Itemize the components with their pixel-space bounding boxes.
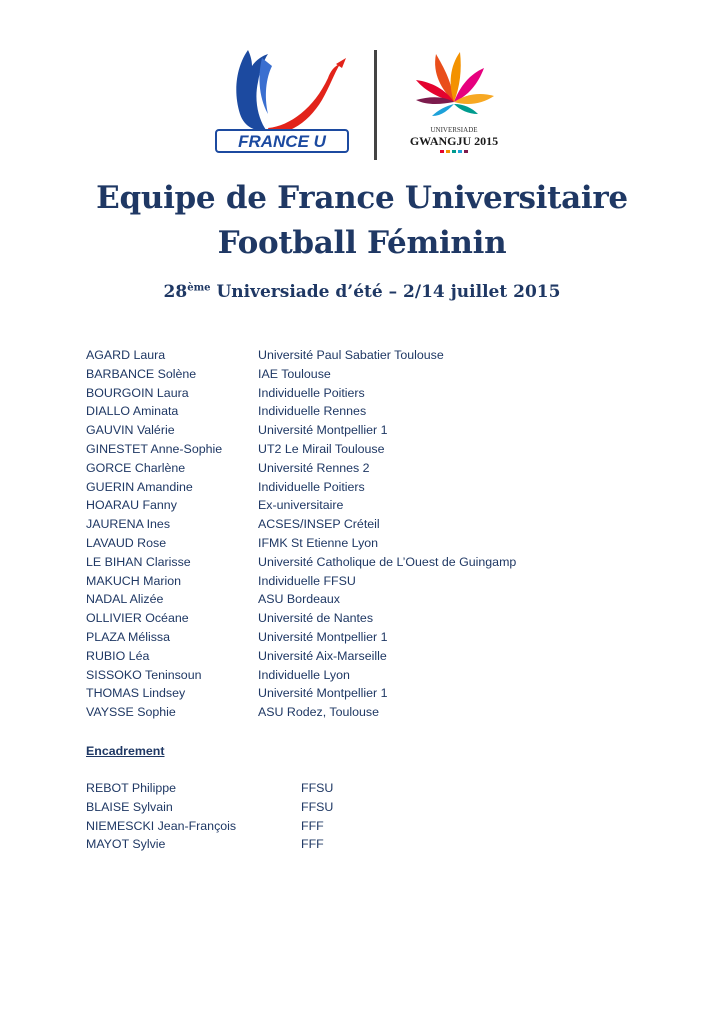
affiliation: Université Catholique de L’Ouest de Guingamp bbox=[258, 554, 517, 569]
player-row bbox=[86, 423, 646, 442]
person-name: GORCE Charlène bbox=[86, 460, 186, 475]
affiliation: Individuelle FFSU bbox=[258, 573, 356, 588]
affiliation: Université Montpellier 1 bbox=[258, 423, 388, 438]
person-name: MAKUCH Marion bbox=[86, 573, 182, 588]
person-name: DIALLO Aminata bbox=[86, 404, 179, 419]
person-name: AGARD Laura bbox=[86, 348, 166, 362]
affiliation: ASU Rodez, Toulouse bbox=[258, 705, 379, 720]
player-row bbox=[86, 498, 646, 517]
person-name: BLAISE Sylvain bbox=[86, 799, 173, 814]
affiliation: ACSES/INSEP Créteil bbox=[258, 517, 380, 532]
player-row bbox=[86, 480, 646, 499]
player-row bbox=[86, 630, 646, 649]
france-u-wordmark: FRANCE U bbox=[238, 132, 326, 151]
person-name: NADAL Alizée bbox=[86, 592, 164, 607]
france-u-logo bbox=[210, 44, 355, 156]
player-row bbox=[86, 517, 646, 536]
person-name: RUBIO Léa bbox=[86, 648, 150, 663]
person-name: JAURENA Ines bbox=[86, 517, 171, 532]
player-row bbox=[86, 686, 646, 705]
affiliation: FFF bbox=[301, 818, 324, 833]
page-title-line-1: Equipe de France Universitaire bbox=[96, 180, 628, 216]
affiliation: Individuelle Poitiers bbox=[258, 385, 365, 400]
affiliation: FFF bbox=[301, 837, 324, 852]
affiliation: Ex-universitaire bbox=[258, 498, 344, 513]
affiliation: Université de Nantes bbox=[258, 611, 374, 626]
affiliation: Université Paul Sabatier Toulouse bbox=[258, 348, 444, 362]
gwangju-2015-logo bbox=[402, 44, 507, 162]
person-name: SISSOKO Teninsoun bbox=[86, 667, 202, 682]
person-name: LE BIHAN Clarisse bbox=[86, 554, 191, 569]
affiliation: FFSU bbox=[301, 799, 334, 814]
affiliation: Individuelle Rennes bbox=[258, 404, 367, 419]
person-name: THOMAS Lindsey bbox=[86, 686, 186, 701]
logo-divider bbox=[374, 50, 377, 160]
person-name: NIEMESCKI Jean-François bbox=[86, 818, 237, 833]
player-list bbox=[86, 348, 646, 724]
gwangju-logo-main-text: GWANGJU 2015 bbox=[409, 134, 499, 148]
affiliation: Université Rennes 2 bbox=[258, 460, 370, 475]
player-row bbox=[86, 367, 646, 386]
player-row bbox=[86, 536, 646, 555]
person-name: HOARAU Fanny bbox=[86, 498, 177, 513]
affiliation: UT2 Le Mirail Toulouse bbox=[258, 441, 385, 456]
gwangju-logo-top-text: UNIVERSIADE bbox=[430, 126, 478, 134]
player-row bbox=[86, 404, 646, 423]
affiliation: IAE Toulouse bbox=[258, 366, 331, 381]
event-subtitle bbox=[0, 282, 724, 302]
player-row bbox=[86, 386, 646, 405]
person-name: PLAZA Mélissa bbox=[86, 629, 171, 644]
affiliation: Individuelle Lyon bbox=[258, 667, 350, 682]
person-name: BARBANCE Solène bbox=[86, 366, 197, 381]
staff-row bbox=[86, 800, 486, 819]
logo-banner bbox=[210, 44, 510, 164]
subtitle-text: Universiade d’été – 2/14 juillet 2015 bbox=[210, 282, 561, 302]
player-row bbox=[86, 574, 646, 593]
staff-row bbox=[86, 781, 486, 800]
subtitle-superscript: ème bbox=[187, 282, 211, 294]
player-row bbox=[86, 348, 646, 367]
affiliation: Université Montpellier 1 bbox=[258, 686, 388, 701]
person-name: GUERIN Amandine bbox=[86, 479, 193, 494]
affiliation: IFMK St Etienne Lyon bbox=[258, 535, 379, 550]
affiliation: ASU Bordeaux bbox=[258, 592, 340, 607]
person-name: BOURGOIN Laura bbox=[86, 385, 189, 400]
affiliation: Individuelle Poitiers bbox=[258, 479, 365, 494]
person-name: MAYOT Sylvie bbox=[86, 837, 166, 852]
person-name: GINESTET Anne-Sophie bbox=[86, 441, 223, 456]
affiliation: FFSU bbox=[301, 781, 334, 795]
player-row bbox=[86, 611, 646, 630]
player-row bbox=[86, 705, 646, 724]
player-row bbox=[86, 649, 646, 668]
subtitle-number: 28 bbox=[163, 282, 188, 302]
player-row bbox=[86, 592, 646, 611]
person-name: VAYSSE Sophie bbox=[86, 705, 176, 720]
affiliation: Université Montpellier 1 bbox=[258, 629, 388, 644]
player-row bbox=[86, 442, 646, 461]
staff-row bbox=[86, 837, 486, 856]
page-title-line-2: Football Féminin bbox=[217, 225, 507, 261]
person-name: OLLIVIER Océane bbox=[86, 611, 189, 626]
player-row bbox=[86, 668, 646, 687]
person-name: LAVAUD Rose bbox=[86, 535, 167, 550]
player-row bbox=[86, 461, 646, 480]
affiliation: Université Aix-Marseille bbox=[258, 648, 387, 663]
staff-row bbox=[86, 819, 486, 838]
staff-heading: Encadrement bbox=[86, 744, 165, 758]
player-row bbox=[86, 555, 646, 574]
person-name: GAUVIN Valérie bbox=[86, 423, 175, 438]
staff-list bbox=[86, 781, 486, 856]
person-name: REBOT Philippe bbox=[86, 781, 176, 795]
